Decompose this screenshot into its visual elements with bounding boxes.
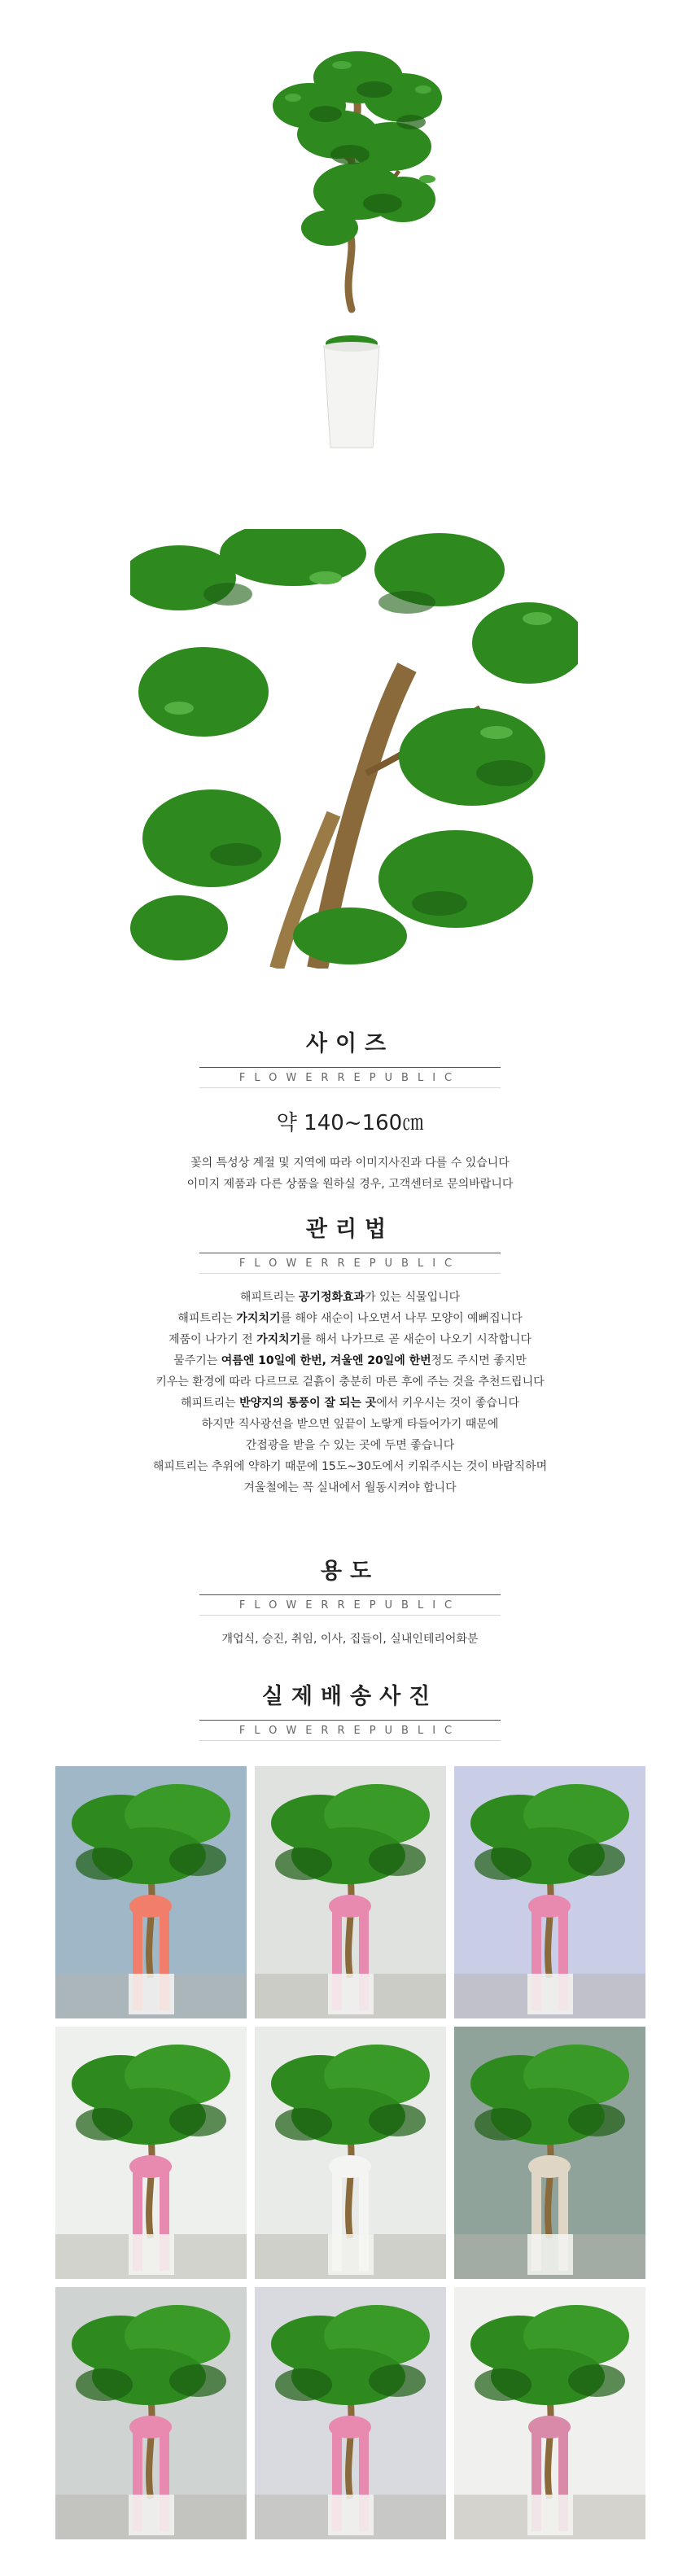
- care-emphasis: 반양지의 통풍이 잘 되는 곳: [239, 1397, 377, 1410]
- care-text: [0, 1287, 700, 1498]
- size-title: 사이즈: [305, 1031, 395, 1056]
- size-subtitle: FLOWERREPUBLIC: [199, 1067, 501, 1088]
- care-text-part: 키우는 환경에 따라 다르므로 겉흙이 충분히 마른 후에 주는 것을 추천드립니다: [155, 1375, 545, 1389]
- size-note: 꽃의 특성상 계절 및 지역에 따라 이미지사진과 다를 수 있습니다: [190, 1157, 510, 1170]
- delivery-photo: [55, 2287, 247, 2539]
- delivery-photo: [55, 2027, 247, 2279]
- care-text-part: 를 해서 나가므로 곧 새순이 나오기 시작합니다: [300, 1333, 532, 1346]
- care-emphasis: 가지치기: [256, 1333, 301, 1346]
- care-text-part: 해피트리는: [239, 1291, 299, 1304]
- care-line: [0, 1435, 700, 1456]
- closeup-image: [130, 529, 578, 969]
- care-line: [0, 1456, 700, 1477]
- care-emphasis: 공기정화효과: [298, 1291, 365, 1304]
- size-value: 약 140~160㎝: [276, 1111, 424, 1135]
- care-text-part: 해피트리는: [181, 1397, 240, 1410]
- delivery-photo: [255, 2287, 446, 2539]
- usage-subtitle: FLOWERREPUBLIC: [199, 1594, 501, 1616]
- care-title: 관리법: [305, 1217, 395, 1242]
- care-line: [0, 1287, 700, 1308]
- delivery-photo: [55, 1766, 247, 2018]
- care-text-part: 를 해야 새순이 나오면서 나무 모양이 예뻐집니다: [280, 1312, 523, 1325]
- usage-text: 개업식, 승진, 취임, 이사, 집들이, 실내인테리어화분: [221, 1633, 479, 1646]
- usage-section: [0, 1553, 700, 1650]
- delivery-section: [0, 1678, 700, 1741]
- care-subtitle: FLOWERREPUBLIC: [199, 1253, 501, 1274]
- care-emphasis: 여름엔 10일에 한번, 겨울엔 20일에 한번: [221, 1354, 431, 1367]
- delivery-photo: [255, 1766, 446, 2018]
- care-section: [0, 1211, 700, 1498]
- care-line: [0, 1371, 700, 1393]
- care-emphasis: 가지치기: [236, 1312, 281, 1325]
- care-text-part: 물주기는: [173, 1354, 221, 1367]
- delivery-photo: [454, 2027, 645, 2279]
- usage-title: 용도: [320, 1559, 380, 1584]
- care-line: [0, 1477, 700, 1498]
- delivery-photo: [255, 2027, 446, 2279]
- care-text-part: 정도 주시면 좋지만: [431, 1354, 527, 1367]
- care-text-part: 제품이 나가기 전: [168, 1333, 257, 1346]
- care-text-part: 하지만 직사광선을 받으면 잎끝이 노랗게 타들어가기 때문에: [201, 1418, 499, 1431]
- care-line: [0, 1393, 700, 1414]
- care-text-part: 해피트리는 추위에 약하기 때문에 15도~30도에서 키워주시는 것이 바람직하며: [152, 1460, 548, 1473]
- care-text-part: 해피트리는: [177, 1312, 237, 1325]
- care-line: [0, 1414, 700, 1435]
- size-notes: [0, 1152, 700, 1195]
- care-line: [0, 1329, 700, 1350]
- delivery-photo: [454, 1766, 645, 2018]
- delivery-subtitle: FLOWERREPUBLIC: [199, 1720, 501, 1741]
- size-note: 이미지 제품과 다른 상품을 원하실 경우, 고객센터로 문의바랍니다: [186, 1178, 514, 1191]
- care-text-part: 에서 키우시는 것이 좋습니다: [376, 1397, 519, 1410]
- care-line: [0, 1308, 700, 1329]
- size-section: [0, 1026, 700, 1195]
- delivery-photo: [454, 2287, 645, 2539]
- delivery-title: 실제배송사진: [261, 1684, 439, 1709]
- care-text-part: 간접광을 받을 수 있는 곳에 두면 좋습니다: [245, 1439, 455, 1452]
- hero-plant-image: [260, 41, 448, 452]
- care-text-part: 가 있는 식물입니다: [365, 1291, 461, 1304]
- care-text-part: 겨울철에는 꼭 실내에서 월동시켜야 합니다: [243, 1481, 457, 1494]
- care-line: [0, 1350, 700, 1371]
